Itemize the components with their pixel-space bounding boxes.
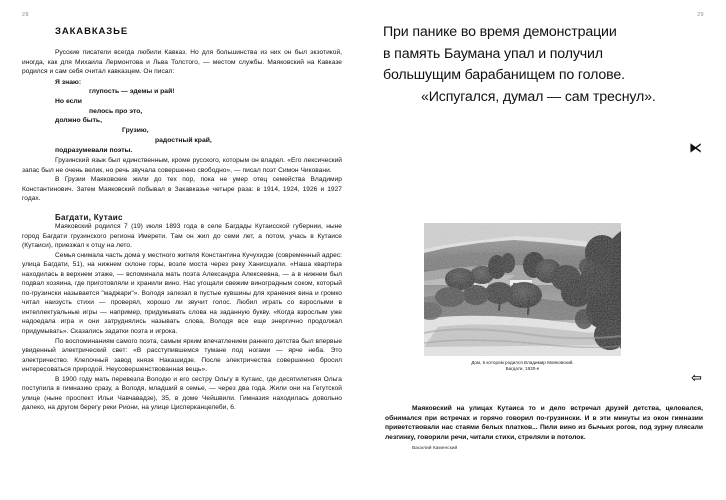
paragraph-intro: Русские писатели всегда любили Кавказ. Но для большинства из них он был экзотикой, иногда, как для Михаила Лермонтова и Льва Толстого, — местом службы. Маяковский на Кавказе родился и сам себя считал кавказцем. Он писал: [22,49,342,76]
right-page [363,0,726,500]
photo-image [424,223,621,356]
poem-line: Я знаю: [55,78,82,86]
poem-line: подразумевали поэты. [55,146,133,154]
paragraph-georgian-language: Грузинский язык был единственным, кроме русского, которым он владел. «Его лексический запас был не очень велик, но речь звучала совершенно свободно», — писал поэт Симон Чиковани. [22,157,342,174]
photo-caption-line2: Багдати, 1930-е [505,366,540,372]
photo-caption-line1: Дом, в котором родился Владимир Маяковский. [471,360,574,365]
ornament-arrow-icon: ⇦ [691,371,702,386]
poem-line: радостный край, [155,136,212,144]
page-number-right: 29 [697,12,704,18]
testimonial-text: Маяковский на улицах Кутаиса то и дело встречал друзей детства, целовался, обнимался при встречах и горячо говорил по-грузински. И в эти минуты из окон гимназии приветствовали нас стаями белых платков... Пили вино из бычьих рогов, под зурну плясали лезгинку, говорили речи, читали стихи, стреляли в потолок. [385,405,703,442]
paragraph-birth: Маяковский родился 7 (19) июля 1893 года в селе Багдады Кутаисской губернии, ныне город Багдати грузинского региона Имерети. Там он жил до семи лет, а потом, учась в Кутаисе (Кутаиси), приезжал к отцу на лето. [22,223,342,250]
page-number-left: 28 [22,12,29,18]
section-title-bagdati-kutais: Багдати, Кутаис [55,213,123,222]
pull-quote-line: «Испугался, думал — сам треснул». [421,88,656,105]
paragraph-electric-light: По воспоминаниям самого поэта, самым ярким впечатлением раннего детства был впервые увиденный электрический свет: «В расступившемся тумане под ногами — ярче неба. Это электричество. Клепочный завод князя Накашидзе. После электричества совершенно бросил интересоваться природой. Неусовершенствованная вещь». [22,337,343,374]
testimonial-attribution: Василий Каменский [412,445,458,451]
left-page-column [22,26,342,413]
testimonial-block [385,404,703,452]
chapter-title: ЗАКАВКАЗЬЕ [55,26,129,37]
poem-block [22,78,342,156]
poem-line: должно быть, [55,117,102,125]
paragraph-move-to-kutais: В 1900 году мать перевезла Володю и его сестру Ольгу в Кутаис, где десятилетняя Ольга поступила в гимназию сразу, а Володя, младший в семье, — через два года. Жили они на Гегутской улице (ныне проспект Ильи Чавчавадзе), 35, в доме Чейшвили. Гимназия находилась довольно далеко, на другом берегу реки Риони, на улице Цисперканцелеби, 6. [22,375,342,412]
pull-quote [383,22,713,108]
pull-quote-line: При панике во время демонстрации [383,24,617,40]
poem-line: Грузию, [122,127,149,135]
poem-line: глупость — эдемы и рай! [89,88,175,96]
paragraph-family-georgia: В Грузии Маяковские жили до тех пор, пока не умер отец семейства Владимир Константинович. Затем Маяковский побывал в Закавказье четыре раза: в 1914, 1924, 1926 и 1927 годах. [22,176,342,203]
photo-caption [424,360,621,373]
ornament-flourish-icon: ⧔ [689,141,702,156]
paragraph-house-rented: Семья снимала часть дома у местного жителя Константина Кучухидзе (современный адрес: улица Багдати, 51), на нижнем склоне горы, возле моста через реку Ханисцкали. «Наша квартира находилась в верхнем этаже, — вспоминала мать поэта Александра Алексеевна, — а в нижнем был подвал хозяина, где приготовляли и хранили вино. Нас угощали свежим виноградным соком, который по-грузински называется "маджари"». Володя залезал в пустые кувшины для хранения вина и громко читал наизусть стихи — проверял, хорошо ли звучит голос. Любил играть со взрослыми в интеллектуальные игры — например, придумывать слова на заданную букву. «Когда взрослым уже надоедала игра и они затруднялись называть слова, Володя все еще энергично продолжал придумывать». Сказались задатки поэта и игрока. [22,251,342,336]
photo-figure [424,223,621,373]
pull-quote-line: большущим барабанищем по голове. [383,67,625,83]
poem-line: Но если [55,98,82,106]
pull-quote-line: в память Баумана упал и получил [383,45,603,62]
poem-line: пелось про это, [89,107,143,115]
